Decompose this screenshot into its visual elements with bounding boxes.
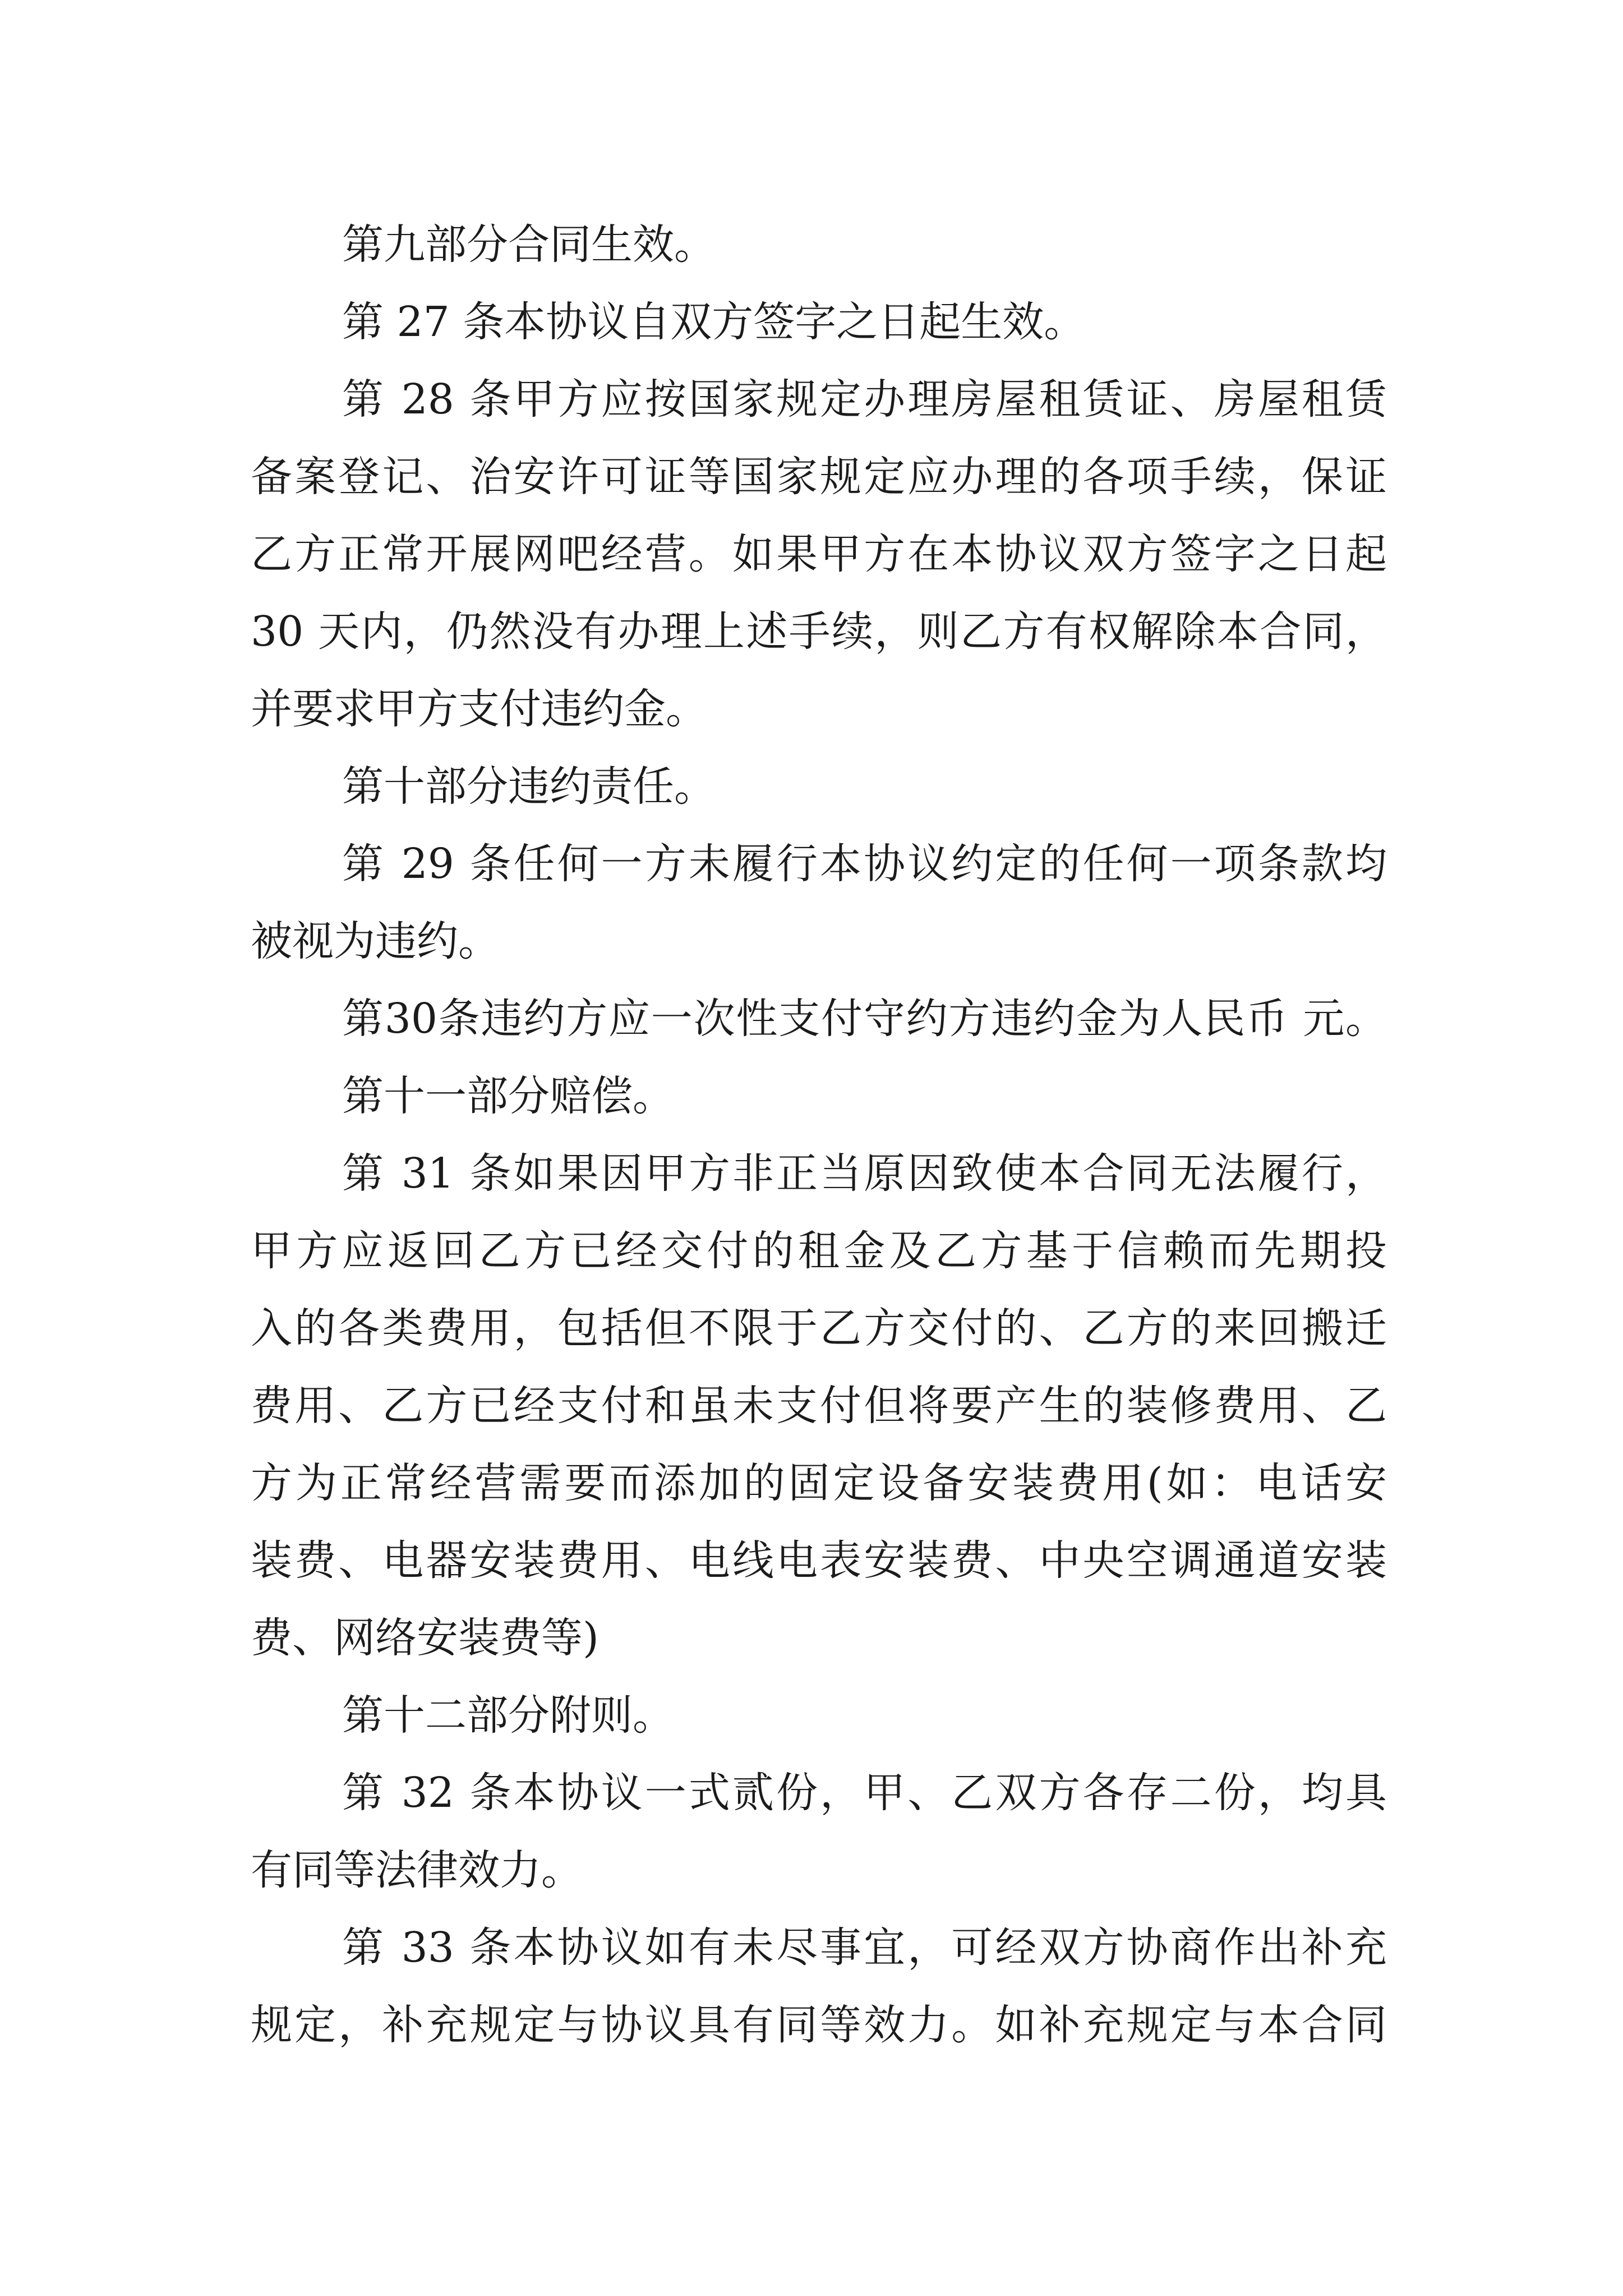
- clause-text-line: 第 29 条任何一方未履行本协议约定的任何一项条款均: [342, 840, 1387, 887]
- clause-text-line: 第 27 条本协议自双方签字之日起生效。: [342, 298, 1086, 346]
- clause-text-line: 费用、乙方已经支付和虽未支付但将要产生的装修费用、乙: [251, 1382, 1387, 1429]
- clause-text-line: 第 28 条甲方应按国家规定办理房屋租赁证、房屋租赁: [342, 376, 1387, 423]
- clause-text-line: 第 31 条如果因甲方非正当原因致使本合同无法履行，: [342, 1150, 1387, 1197]
- section-heading: 第十部分违约责任。: [342, 763, 716, 810]
- clause-text-line: 甲方应返回乙方已经交付的租金及乙方基于信赖而先期投: [251, 1227, 1387, 1274]
- clause-text-line: 方为正常经营需要而添加的固定设备安装费用(如：电话安: [251, 1460, 1387, 1507]
- clause-text-line: 入的各类费用，包括但不限于乙方交付的、乙方的来回搬迁: [251, 1305, 1387, 1352]
- clause-text-line: 费、网络安装费等): [251, 1614, 599, 1662]
- clause-text-line: 被视为违约。: [251, 918, 500, 965]
- clause-text-line: 并要求甲方支付违约金。: [251, 685, 707, 733]
- clause-text-line: 装费、电器安装费用、电线电表安装费、中央空调通道安装: [251, 1537, 1387, 1584]
- section-heading: 第十一部分赔偿。: [342, 1073, 674, 1120]
- clause-text-line: 第30条违约方应一次性支付守约方违约金为人民币 元。: [342, 995, 1387, 1042]
- clause-text-line: 备案登记、治安许可证等国家规定应办理的各项手续，保证: [251, 453, 1387, 500]
- clause-text-line: 有同等法律效力。: [251, 1847, 583, 1894]
- section-heading: 第九部分合同生效。: [342, 221, 716, 268]
- clause-text-line: 乙方正常开展网吧经营。如果甲方在本协议双方签字之日起: [251, 531, 1387, 578]
- clause-text-line: 规定，补充规定与协议具有同等效力。如补充规定与本合同: [251, 2001, 1387, 2049]
- clause-text-line: 第 33 条本协议如有未尽事宜，可经双方协商作出补充: [342, 1924, 1387, 1971]
- clause-text-line: 第 32 条本协议一式贰份，甲、乙双方各存二份，均具: [342, 1769, 1387, 1816]
- clause-text-line: 30 天内，仍然没有办理上述手续，则乙方有权解除本合同，: [251, 608, 1387, 655]
- section-heading: 第十二部分附则。: [342, 1692, 674, 1739]
